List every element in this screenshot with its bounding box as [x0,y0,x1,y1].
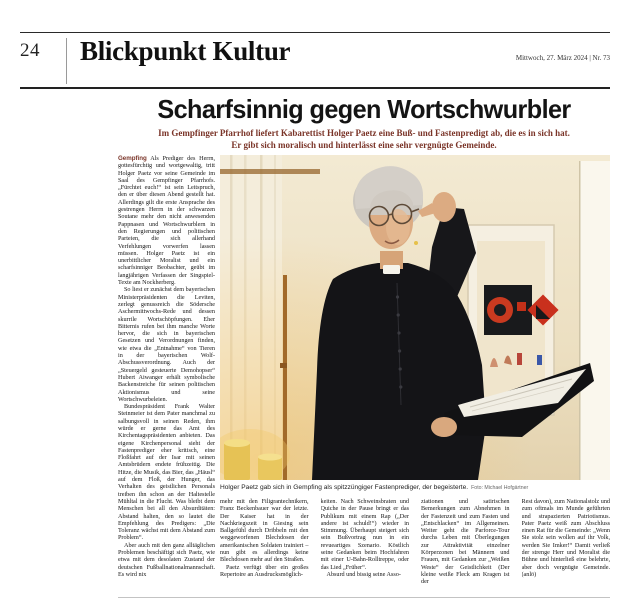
header-top-rule [20,32,610,33]
paragraph: Aber auch mit den ganz alltäglichen Problemen beschäftigt sich Paetz, wie etwa mit dem desolaten Zustand der deutschen Fußballnationalmannschaft. Es wird nix [118,541,215,578]
article-photo [220,155,610,480]
paragraph: Paetz verfügt über ein großes Repertoire an Ausdrucksmöglich- [220,563,309,578]
location-lead-tag: Gempfing [118,155,147,162]
article-column-3 [321,498,410,593]
page-number: 24 [20,40,40,61]
dateline: Mittwoch, 27. März 2024 | Nr. 73 [515,54,610,62]
paragraph: So liest er zunächst dem bayerischen Ministerpräsidenten die Leviten, zerlegt genussreich die Södersche Aschermittwochs-Rede und dessen skurrile Wortschöpfungen. Eher Bitternis rufen bei ihm manche Worte hervor, die sich in bayerischen Gesetzen und Verordnungen finden, wie etwa die „Entnahme“ von Tieren in der bayerischen Wolf-Abschussverordnung. Auch der „Steuergeld gesteuerte Demohopser“ Hubert Aiwanger erhält symbolische Backenstreiche für seinen politischen Aktionismus und seine Wortschwurbeleien. [118,286,215,403]
photo-illustration [220,155,610,480]
paragraph: ziationen und satirischen Bemerkungen zum Abnehmen in der Fastenzeit und zum Fasten und „Entschlacken“ im Allgemeinen. Weiter geht die Parforce-Tour durchs Leben mit Überlegungen zur Attraktivität einzelner Körperzonen bei Männern und Frauen, mit Gedanken zur „Weißen Weste“ der Geistlichkeit (Der kleine weiße Fleck am Kragen ist der [421,498,510,586]
paragraph-text: Als Prediger des Herrn, gottesfürchtig und wortgewaltig, tritt Holger Paetz vor seine Gemeinde im Saal des Gempfinger Pfarrhofs. „Fürchtet euch!“ ist sein Leitspruch, den er über diesen Abend gestellt hat. Allerdings gilt die erste Ansprache des gestrengen Herrn in der schwarzen Soutane mehr den nicht anwesenden Pappnasen und Wortschwurblern in den Regierungen und politischen Parteien, die sich allerhand Verfehlungen vorwerfen lassen müssen. Holger Paetz ist ein unerbittlicher Moralist und ein scharfsinniger Beobachter, geübt im langjährigen Verfassen der Singspiel-Texte am Nockherberg. [118,155,215,287]
article-column-5 [522,498,611,593]
article-bottom-rule [118,597,610,598]
subheadline-line-1: Im Gempfinger Pfarrhof liefert Kabarettist Holger Paetz eine Buß- und Fastenpredigt ab, die es in sich hat. [158,128,570,138]
clerical-collar [383,265,400,274]
header-vertical-divider [66,38,67,84]
panel-right [579,161,610,480]
article-column-4 [421,498,510,593]
article [118,94,610,607]
paragraph: Bundespräsident Frank Walter Steinmeier ist dem Pater manchmal zu salbungsvoll in seinen Reden, ihm würde er gerne das Amt des Kirchentagspräsidenten anbieten. Das eigene Kirchenpersonal sieht der Fastenprediger eher kritisch, eine Floßfahrt auf der Isar mit seinen Amtsbrüdern endete frühzeitig. Die Hitze, die Musik, das Bier, das „Häusl“ auf dem Floß, der Hunger, das Verhalten des geistlichen Personals treiben ihn schon an der Haltestelle Mühltal in die Flucht. Was bleibt dem Menschen bei all den Absurditäten: Abstand halten, den so lautet die Empfehlung des Predigers: „Die Toleranz wächst mit dem Abstand zum Problem“. [118,403,215,542]
subheadline-line-2: Er gibt sich moralisch und hinterlässt eine sehr vergnügte Gemeinde. [231,139,497,150]
holding-hand [431,417,457,437]
headset-mic [414,241,418,245]
photo-credit: Foto: Michael Hofgärtner [471,485,529,491]
photo-caption [220,484,610,491]
paragraph: mehr mit den Filigrantechnikern, Franz Beckenbauer war der letzte. Der Kaiser hat in der Nachkriegszeit in Giesing sein Ballgefühl durch Dribbeln mit den weggeworfenen Blechdosen der amerikanischen Soldaten trainiert – nun gibt es allerdings keine Blechdosen mehr auf den Straßen. [220,498,309,564]
header-bottom-rule [20,87,610,89]
article-column-2 [220,498,309,593]
article-subheadline [118,128,610,151]
article-column-1 [118,155,215,581]
section-title: Blickpunkt Kultur [80,36,291,66]
paragraph [118,155,215,286]
paragraph: keiten. Nach Schweinsbraten und Quiche in der Pause bringt er das Publikum mit einem Rap („Der andere ist schuld!“) wieder in Stimmung. Überhaupt steigert sich sein Bußvortrag nun in ein revueartiges Szenario. Köstlich seine Gedanken beim Hochfahren mit einer U-Bahn-Rolltreppe, oder das Lied „Früher“. [320,498,409,571]
article-headline: Scharfsinnig gegen Wortschwurbler [157,94,571,124]
paragraph: Absurd und bissig seine Asso- [326,570,401,578]
paragraph: Rest davon), zum Nationalstolz und zum oftmals im Munde geführten und strapazierten Patriotismus. Pater Paetz weiß zum Abschluss einen Rat für die Gemeinde: „Wenn Sie stolz sein wollen auf ihr Volk, werden Sie Imker!“ Damit verließ der strenge Herr und Moralist die Bühne und hinterließ eine belehrte, aber doch vergnügte Gemeinde. (anlö) [521,498,610,578]
caption-text: Holger Paetz gab sich in Gempfing als spitzzüngiger Fastenprediger, der begeisterte. [220,484,469,491]
bottom-columns [220,498,610,593]
